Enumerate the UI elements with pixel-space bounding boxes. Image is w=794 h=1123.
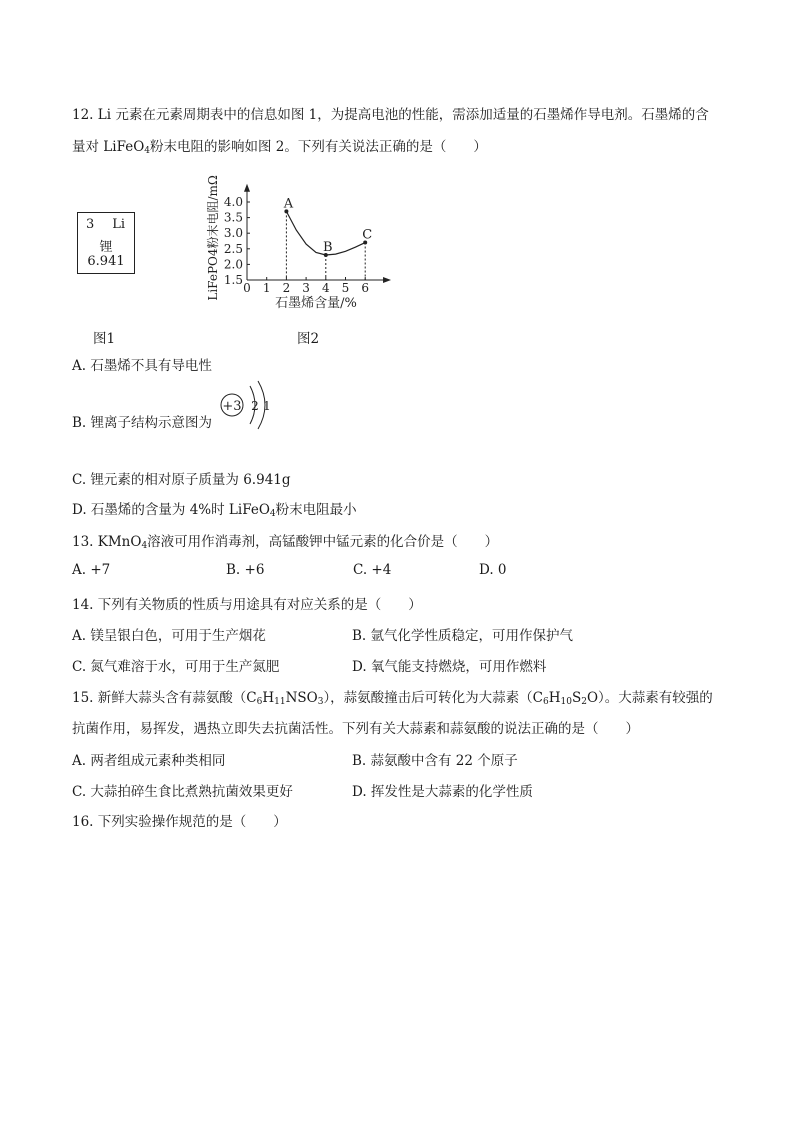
x-tick-label: 1 <box>262 281 271 295</box>
y-tick-label: 3.0 <box>223 226 243 241</box>
figure2-caption: 图2 <box>297 331 320 347</box>
q13-option-d: D. 0 <box>479 562 507 578</box>
atomic-number: 3 <box>86 217 95 232</box>
x-axis-arrow <box>383 277 391 283</box>
q13-stem: 13. KMnO$_4$溶液可用作消毒剂，高锰酸钾中锰元素的化合价是（ ） <box>72 534 499 551</box>
q14-option-c: C. 氮气难溶于水，可用于生产氮肥 <box>72 659 280 675</box>
q14-option-a: A. 镁呈银白色，可用于生产烟花 <box>72 628 266 644</box>
q12-option-a: A. 石墨烯不具有导电性 <box>72 358 212 374</box>
q12-option-d: D. 石墨烯的含量为 4%时 LiFeO$_4$粉末电阻最小 <box>72 502 357 519</box>
element-card-li <box>77 212 135 274</box>
q12-stem-line1: 12. Li 元素在元素周期表中的信息如图 1，为提高电池的性能，需添加适量的石墨烯作导电剂。石墨烯的含 <box>72 107 709 123</box>
q13-option-c: C. +4 <box>353 562 392 578</box>
shell-1-electrons: 2 <box>251 399 259 413</box>
element-name: 锂 <box>99 240 113 255</box>
q13-option-b: B. +6 <box>226 562 265 578</box>
q15-option-d: D. 挥发性是大蒜素的化学性质 <box>352 784 533 800</box>
y-axis-label: LiFePO4粉末电阻/mΩ <box>206 175 220 301</box>
nucleus-charge: +3 <box>222 399 242 414</box>
q15-option-a: A. 两者组成元素种类相同 <box>72 753 226 769</box>
lithium-ion-diagram <box>214 378 284 434</box>
q14-option-d: D. 氧气能支持燃烧，可用作燃料 <box>352 659 547 675</box>
x-tick-label: 6 <box>361 281 370 295</box>
y-tick-label: 3.5 <box>223 210 243 225</box>
q14-stem: 14. 下列有关物质的性质与用途具有对应关系的是（ ） <box>72 597 422 613</box>
x-tick-label: 3 <box>302 281 310 295</box>
q12-option-b: B. 锂离子结构示意图为 <box>72 415 213 431</box>
q15-option-b: B. 蒜氨酸中含有 22 个原子 <box>352 753 518 769</box>
y-tick-label: 2.0 <box>223 257 243 272</box>
x-tick-label: 5 <box>341 281 350 295</box>
y-tick-label: 4.0 <box>223 195 243 209</box>
data-point-label: C <box>362 227 373 243</box>
q16-stem: 16. 下列实验操作规范的是（ ） <box>72 814 287 830</box>
y-tick-label: 2.5 <box>223 241 243 256</box>
data-point-label: B <box>323 240 333 256</box>
resistance-chart <box>200 160 420 320</box>
y-tick-label: 1.5 <box>223 273 243 287</box>
q12-stem-line2: 量对 LiFeO$_4$粉末电阻的影响如图 2。下列有关说法正确的是（ ） <box>72 139 487 156</box>
q15-stem-line2: 抗菌作用，易挥发，遇热立即失去抗菌活性。下列有关大蒜素和蒜氨酸的说法正确的是（ ） <box>72 721 639 737</box>
y-axis-arrow <box>244 184 250 192</box>
x-axis-label: 石墨烯含量/% <box>275 296 357 311</box>
q13-option-a: A. +7 <box>72 562 111 578</box>
q15-option-c: C. 大蒜拍碎生食比煮熟抗菌效果更好 <box>72 784 293 800</box>
shell-2-electrons: 1 <box>263 399 271 413</box>
data-point-label: A <box>283 196 294 212</box>
q15-stem-line1: 15. 新鲜大蒜头含有蒜氨酸$(C_6H_{11}NSO_3)$，蒜氨酸撞击后可转化为大蒜素$(C_6H_{10}S_2O)$。大蒜素有较强的 <box>72 690 713 707</box>
q14-option-b: B. 氩气化学性质稳定，可用作保护气 <box>352 628 574 644</box>
element-symbol: Li <box>112 217 125 232</box>
atomic-mass: 6.941 <box>87 254 125 269</box>
x-tick-label: 2 <box>282 281 291 295</box>
x-tick-label: 0 <box>243 281 251 295</box>
figure1-caption: 图1 <box>93 331 116 347</box>
q12-option-c: C. 锂元素的相对原子质量为 6.941g <box>72 472 291 488</box>
x-tick-label: 4 <box>321 281 330 295</box>
